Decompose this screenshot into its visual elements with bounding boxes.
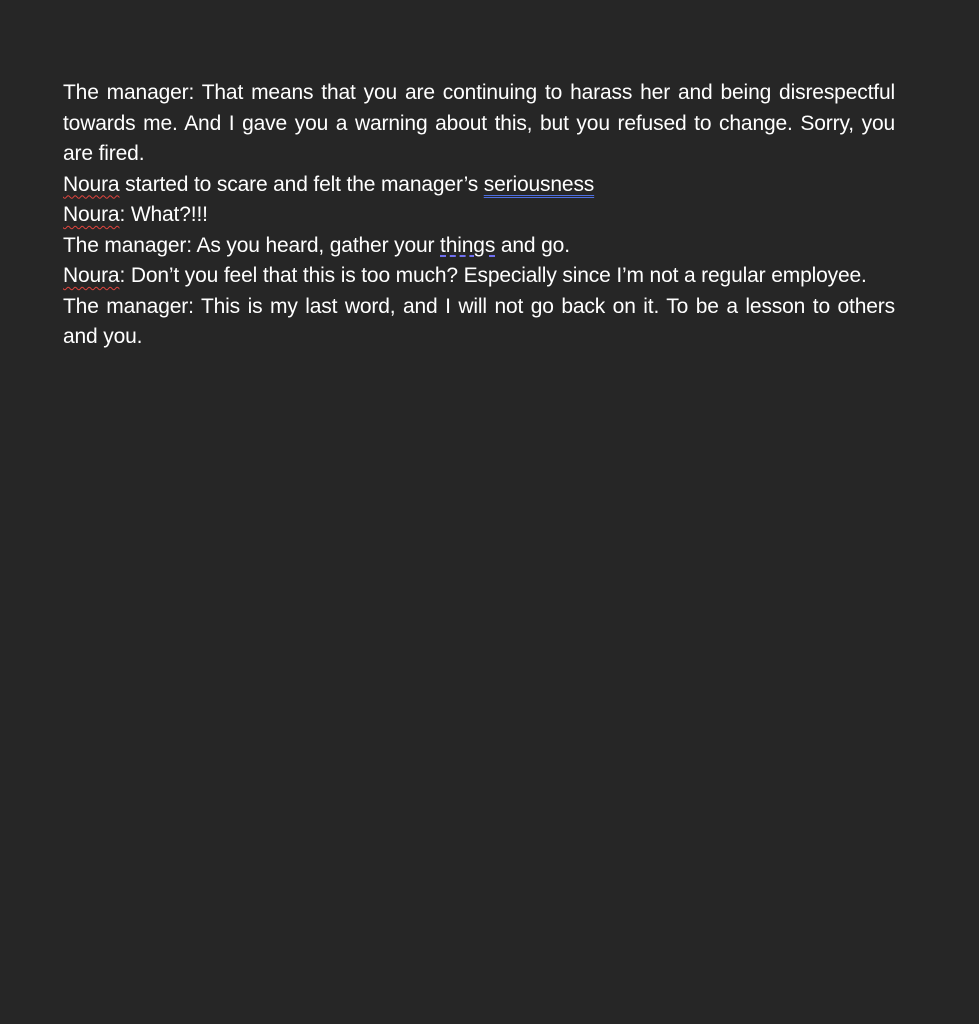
paragraph-text: started to scare and felt the manager’s [119, 172, 484, 196]
paragraph-text: and go. [495, 233, 570, 257]
paragraph-noura-too-much [63, 261, 895, 292]
misspelled-word-noura[interactable]: Noura [63, 264, 120, 287]
grammar-flagged-word-seriousness[interactable]: seriousness [483, 172, 595, 196]
paragraph-manager-gather [63, 231, 895, 262]
paragraph-noura-what [63, 200, 895, 231]
paragraph-text: : What?!!! [119, 203, 208, 226]
paragraph-manager-fired: The manager: That means that you are continuing to harass her and being disrespectful towards me. And I gave you a warning about this, but you refused to change. Sorry, you are fired. [63, 81, 895, 165]
paragraph-manager-last-word: The manager: This is my last word, and I will not go back on it. To be a lesson to others and you. [63, 294, 895, 348]
paragraph-text: The manager: As you heard, gather your [63, 233, 441, 257]
paragraph-text: : Don’t you feel that this is too much? Especially since I’m not a regular employee. [119, 264, 867, 287]
misspelled-word-noura[interactable]: Noura [63, 203, 120, 226]
document-body[interactable] [63, 78, 895, 353]
paragraph-noura-scared [63, 170, 895, 201]
misspelled-word-noura[interactable]: Noura [63, 172, 120, 196]
style-flagged-word-things[interactable]: things [440, 233, 496, 257]
